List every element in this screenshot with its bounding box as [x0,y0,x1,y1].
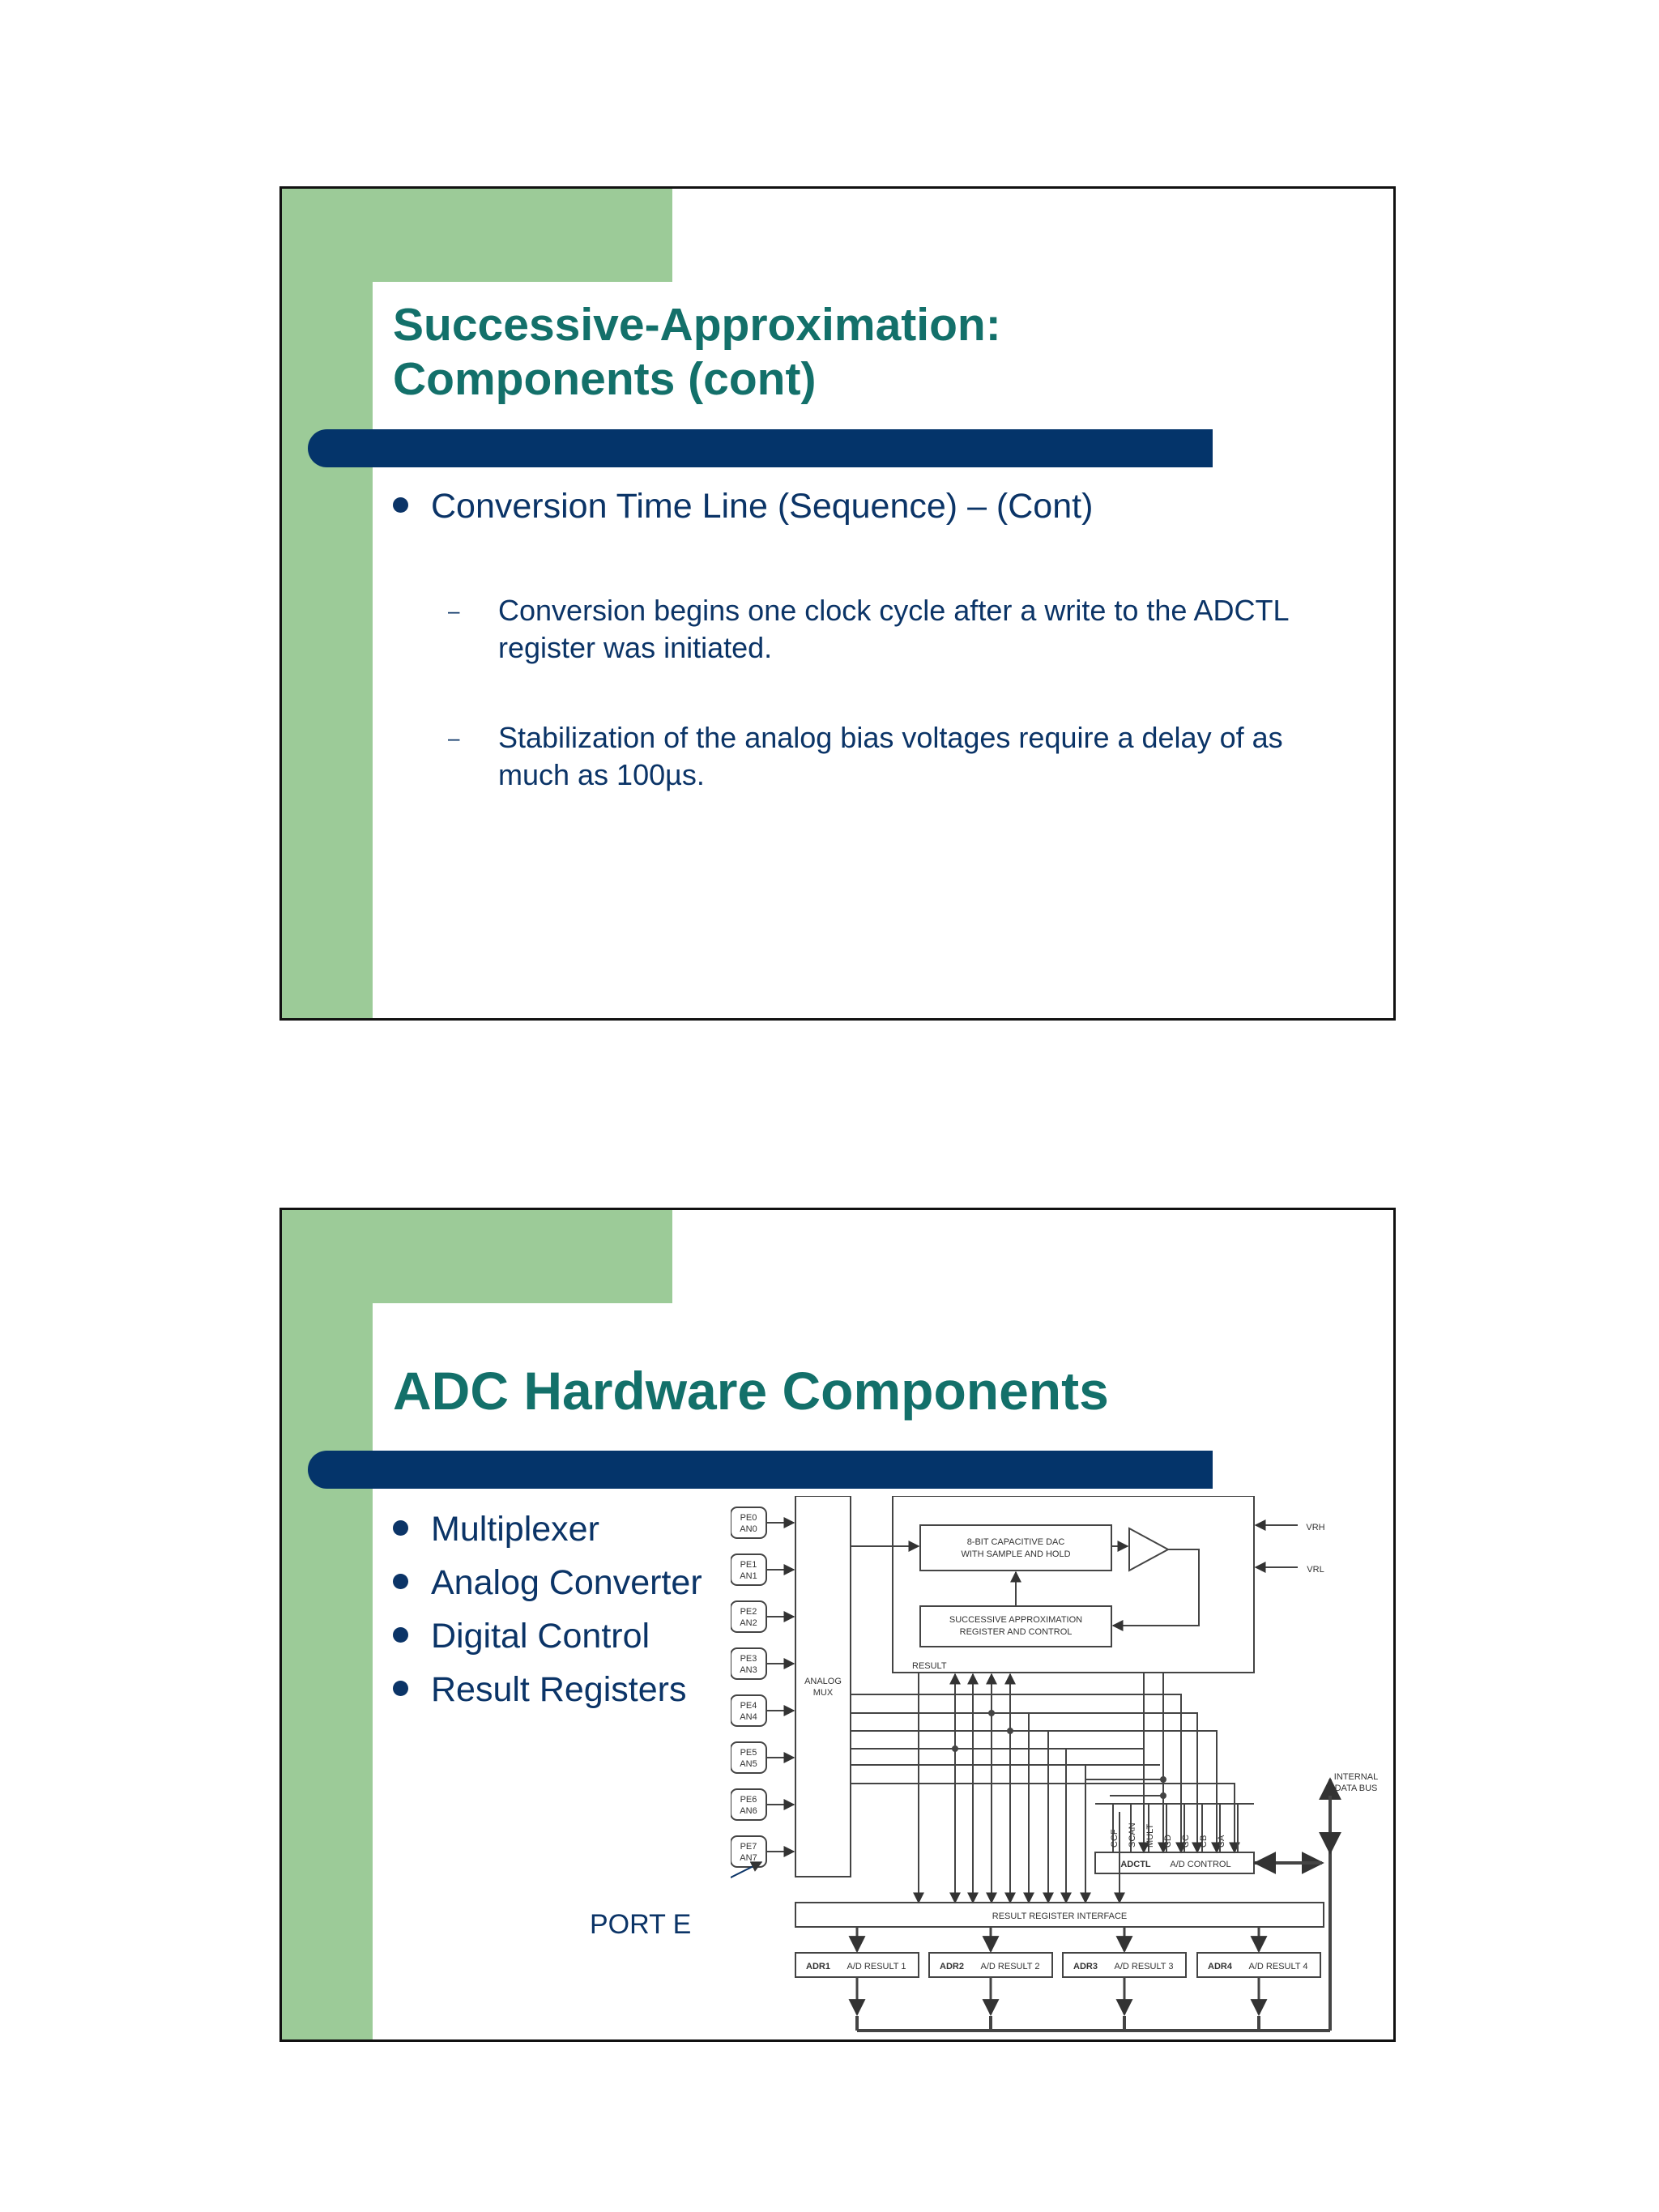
ctl-bit-label: CA [1217,1835,1226,1848]
result-label: RESULT [912,1661,947,1671]
pin-label-pe: PE1 [740,1560,757,1570]
slide-title: ADC Hardware Components [393,1361,1109,1421]
title-divider-bar [308,429,1213,467]
title-line-1: Successive-Approximation: [393,299,1001,351]
bullet-item [393,484,1093,528]
port-e-label: PORT E [590,1909,692,1940]
sub-bullet-text: Conversion begins one clock cycle after a write to the ADCTL register was initiated. [498,594,1289,664]
dac-label: 8-BIT CAPACITIVE DAC [966,1537,1065,1547]
sar-block [920,1606,1111,1647]
bus-label: DATA BUS [1334,1784,1378,1793]
ctl-bit-label: SCAN [1128,1822,1137,1848]
reg-desc: A/D RESULT 4 [1248,1962,1308,1971]
pin-label-an: AN3 [740,1665,757,1675]
dac-block [920,1525,1111,1571]
pin-label-an: AN5 [740,1759,757,1769]
pin-label-an: AN6 [740,1806,757,1816]
pin-label-pe: PE4 [740,1701,757,1711]
dac-label: WITH SAMPLE AND HOLD [961,1549,1071,1559]
reg-name: ADR1 [806,1962,830,1971]
bullet-item [393,1561,702,1605]
sar-label: SUCCESSIVE APPROXIMATION [949,1615,1083,1625]
reg-name: ADR2 [940,1962,964,1971]
green-accent-left [282,189,373,1018]
port-e-pointer [731,1862,761,1921]
bus-label: INTERNAL [1333,1772,1379,1782]
adctl-desc: A/D CONTROL [1170,1860,1231,1869]
dash-icon: – [448,599,460,623]
sub-bullet [448,719,1355,794]
ctl-bit-label: CD [1163,1835,1173,1848]
ctl-bit-label: CC [1181,1835,1191,1848]
bullet-dot-icon [393,1574,408,1589]
bullet-dot-icon [393,1681,408,1696]
reg-desc: A/D RESULT 3 [1114,1962,1174,1971]
slide-title [393,298,1001,407]
ctl-bit-label: CCF [1110,1829,1120,1848]
rri-label: RESULT REGISTER INTERFACE [992,1912,1128,1921]
vrh-label: VRH [1306,1523,1325,1532]
sub-bullet-text: Stabilization of the analog bias voltages require a delay of as much as 100µs. [498,721,1283,791]
bullet-text: Conversion Time Line (Sequence) – (Cont) [431,487,1094,526]
sar-label: REGISTER AND CONTROL [959,1627,1073,1637]
bullet-item [393,1614,650,1658]
reg-desc: A/D RESULT 2 [980,1962,1040,1971]
pin-label-pe: PE0 [740,1513,757,1523]
title-line-2: Components (cont) [393,353,817,405]
bullet-text: Result Registers [431,1670,687,1709]
reg-name: ADR4 [1208,1962,1232,1971]
adc-block-diagram [731,1496,1387,2042]
pin-label-pe: PE2 [740,1607,757,1617]
ctl-bit-label: CB [1199,1835,1209,1848]
reg-name: ADR3 [1073,1962,1098,1971]
comparator-triangle [1129,1528,1168,1571]
mux-label: ANALOG [804,1677,842,1686]
bullet-item [393,1507,599,1551]
title-divider-bar [308,1451,1213,1489]
adctl-name: ADCTL [1120,1860,1151,1869]
mux-label: MUX [812,1688,834,1698]
pin-label-pe: PE5 [740,1748,757,1758]
pin-label-pe: PE3 [740,1654,757,1664]
bullet-dot-icon [393,497,408,513]
bullet-dot-icon [393,1627,408,1643]
pin-label-an: AN4 [740,1712,757,1722]
pin-label-pe: PE6 [740,1795,757,1805]
pin-label-an: AN1 [740,1571,757,1581]
analog-mux-block [795,1496,851,1877]
bullet-text: Digital Control [431,1617,650,1656]
pin-label-an: AN2 [740,1618,757,1628]
ctl-bit-label: MULT [1145,1823,1155,1848]
green-accent-left [282,1210,373,2039]
pin-label-an: AN0 [740,1524,757,1534]
vrl-label: VRL [1307,1565,1324,1575]
bullet-text: Multiplexer [431,1510,599,1549]
dash-icon: – [448,726,460,750]
bullet-item [393,1668,686,1711]
slide-1 [279,186,1396,1021]
pin-label-pe: PE7 [740,1842,757,1852]
sub-bullet [448,592,1355,667]
slide-2 [279,1208,1396,2042]
reg-desc: A/D RESULT 1 [847,1962,906,1971]
bullet-text: Analog Converter [431,1563,702,1602]
bullet-dot-icon [393,1520,408,1536]
pin-label-an: AN7 [740,1853,757,1863]
